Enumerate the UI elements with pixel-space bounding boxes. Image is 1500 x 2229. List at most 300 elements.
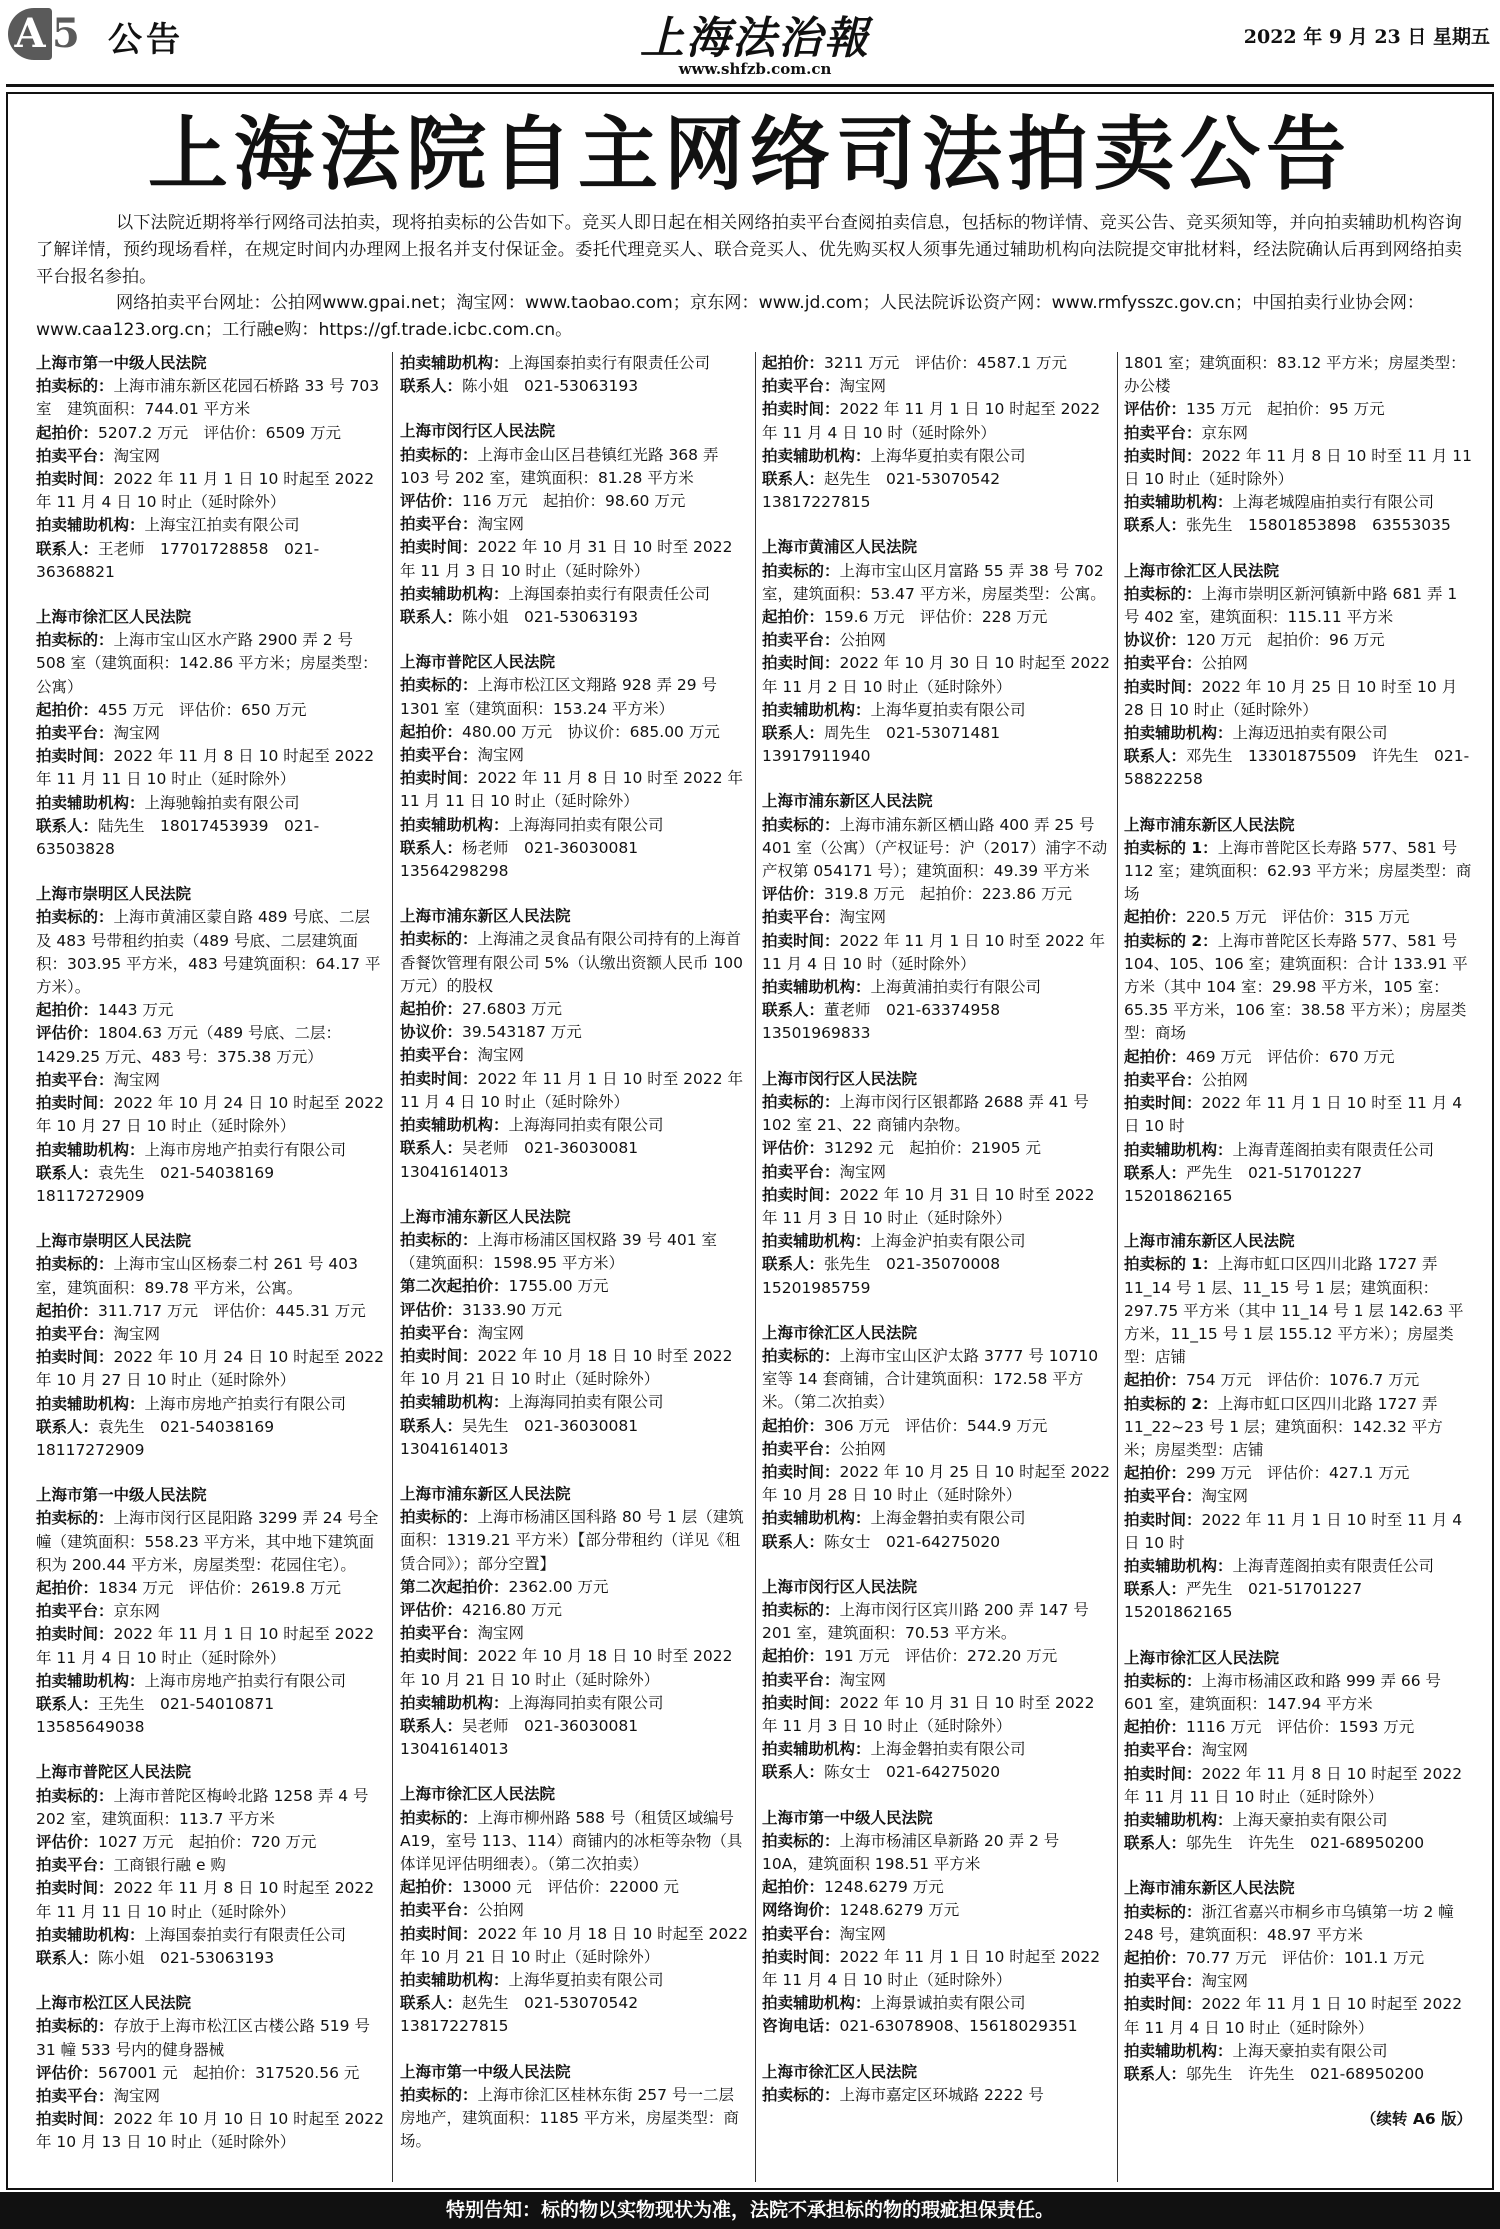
field-value: 严先生 021-51701227 15201862165	[1124, 1163, 1378, 1205]
court-name: 上海市徐汇区人民法院	[762, 1323, 918, 1342]
field-value: 袁先生 021-54038169 18117272909	[36, 1163, 290, 1205]
page-letter: A	[8, 8, 52, 60]
field-value: 赵先生 021-53070542 13817227815	[762, 470, 1016, 512]
field-value: 浙江省嘉兴市桐乡市乌镇第一坊 2 幢 248 号，建筑面积：48.97 平方米	[1124, 1902, 1454, 1944]
field-value: 工商银行融 e 购	[113, 1856, 226, 1875]
field-label: 拍卖平台：	[36, 446, 114, 465]
field-value: 公拍网	[1201, 654, 1249, 673]
field-value: 邬先生 许先生 021-68950200	[1186, 2065, 1425, 2084]
entry-line	[36, 1300, 384, 1323]
field-value: 116 万元 起拍价：98.60 万元	[462, 492, 686, 511]
court-name: 上海市黄浦区人民法院	[762, 538, 918, 557]
field-label: 联系人：	[400, 838, 463, 857]
field-value: 2022 年 11 月 8 日 10 时起至 2022 年 11 月 11 日 10 时止（延时除外）	[36, 747, 375, 789]
field-label: 起拍价：	[36, 1578, 99, 1597]
entry-line	[400, 352, 748, 375]
field-value: 1834 万元 评估价：2619.8 万元	[98, 1578, 342, 1597]
field-value: 306 万元 评估价：544.9 万元	[824, 1416, 1048, 1435]
entry-line	[400, 1299, 748, 1322]
field-label: 拍卖标的：	[36, 1509, 114, 1528]
field-value: 1248.6279 万元	[839, 1901, 960, 1920]
field-value: 淘宝网	[1201, 1741, 1249, 1760]
field-value: 上海市徐汇区桂林东街 257 号一二层房地产，建筑面积：1185 平方米，房屋类型：商场。	[400, 2085, 739, 2151]
field-label: 联系人：	[1124, 747, 1187, 766]
field-label: 拍卖时间：	[36, 1625, 114, 1644]
field-label: 联系人：	[762, 1001, 825, 1020]
field-label: 联系人：	[762, 1763, 825, 1782]
entry-line	[762, 468, 1110, 514]
field-value: 2022 年 10 月 30 日 10 时起至 2022 年 11 月 2 日 10 时止（延时除外）	[762, 654, 1110, 696]
field-label: 协议价：	[1124, 631, 1187, 650]
field-label: 联系人：	[1124, 1580, 1187, 1599]
field-label: 拍卖标的 1：	[1124, 1255, 1218, 1274]
field-value: 2022 年 10 月 18 日 10 时至 2022 年 10 月 21 日 10 时止（延时除外）	[400, 1346, 733, 1389]
field-value: 469 万元 评估价：670 万元	[1186, 1047, 1395, 1066]
entry-line	[400, 1599, 748, 1622]
entry-line	[36, 1924, 384, 1947]
field-value: 淘宝网	[1201, 1487, 1249, 1506]
entry-line	[400, 1876, 748, 1899]
field-value: 上海市金山区吕巷镇红光路 368 弄 103 号 202 室，建筑面积：81.28 平方米	[400, 445, 719, 487]
field-value: 淘宝网	[113, 446, 161, 465]
entry-line	[400, 1391, 748, 1414]
entry-line	[400, 814, 748, 837]
auction-entry	[400, 651, 748, 883]
field-value: 上海市宝山区沪太路 3777 号 10710 室等 14 套商铺，合计建筑面积：172.58 平方米。（第二次拍卖）	[762, 1346, 1099, 1412]
entry-line	[1124, 1253, 1472, 1369]
field-value: 上海迈迅拍卖有限公司	[1232, 724, 1388, 743]
field-label: 拍卖平台：	[1124, 1487, 1202, 1506]
field-label: 拍卖标的：	[400, 1508, 478, 1527]
field-value: 上海市普陀区长寿路 577、581 号 112 室；建筑面积：62.93 平方米；房屋类型：商场	[1124, 838, 1472, 904]
field-label: 拍卖平台：	[762, 1439, 840, 1458]
field-value: 上海景诚拍卖有限公司	[870, 1994, 1026, 2013]
field-label: 拍卖辅助机构：	[400, 354, 509, 372]
field-value: 淘宝网	[477, 1624, 525, 1643]
field-value: 淘宝网	[113, 1070, 161, 1089]
entry-line	[1124, 1046, 1472, 1069]
field-label: 起拍价：	[400, 1878, 463, 1897]
entry-line	[400, 606, 748, 629]
field-label: 联系人：	[1124, 2065, 1187, 2084]
entry-line	[1124, 1555, 1472, 1578]
auction-entry	[400, 905, 748, 1183]
field-label: 起拍价：	[1124, 1718, 1187, 1737]
field-value: 淘宝网	[839, 1670, 887, 1689]
field-label: 评估价：	[36, 1024, 99, 1043]
column-1	[36, 352, 384, 2177]
field-label: 起拍价：	[36, 700, 99, 719]
entry-line	[762, 1345, 1110, 1415]
field-label: 拍卖标的：	[762, 561, 840, 580]
field-label: 联系人：	[762, 470, 825, 489]
field-value: 2022 年 11 月 1 日 10 时起至 2022 年 11 月 4 日 10 时止（延时除外）	[36, 1625, 375, 1667]
website-link[interactable]: www.shfzb.com.cn	[678, 60, 832, 78]
field-value: 1027 万元 起拍价：720 万元	[98, 1832, 317, 1851]
entry-line	[36, 999, 384, 1022]
field-label: 拍卖时间：	[400, 1346, 478, 1365]
entry-line	[36, 1416, 384, 1462]
field-label: 拍卖时间：	[36, 1348, 114, 1367]
field-label: 联系人：	[1124, 516, 1187, 535]
court-name: 上海市浦东新区人民法院	[400, 1207, 571, 1226]
auction-entry	[762, 790, 1110, 1045]
entry-line	[1124, 676, 1472, 722]
field-value: 2022 年 11 月 8 日 10 时起至 2022 年 11 月 11 日 10 时止（延时除外）	[36, 1879, 375, 1921]
field-value: 2022 年 11 月 1 日 10 时至 11 月 4 日 10 时	[1124, 1094, 1463, 1136]
entry-line	[400, 536, 748, 582]
field-value: 上海市虹口区四川北路 1727 弄 11_14 号 1 层、11_15 号 1 层；建筑面积：297.75 平方米（其中 11_14 号 1 层 142.63 平方米，11_15 号 1 层 155.12 平方米）；房屋类型：店铺	[1124, 1255, 1464, 1367]
field-value: 上海市房地产拍卖行有限公司	[144, 1671, 347, 1690]
entry-line	[762, 814, 1110, 884]
entry-line	[36, 1670, 384, 1693]
field-label: 拍卖辅助机构：	[1124, 493, 1233, 512]
court-name: 上海市普陀区人民法院	[36, 1763, 192, 1782]
entry-line	[762, 1992, 1110, 2015]
field-value: 公拍网	[839, 1439, 887, 1458]
field-value: 上海金磐拍卖有限公司	[870, 1509, 1026, 1528]
entry-line	[1124, 514, 1472, 537]
field-value: 上海市宝山区杨泰二村 261 号 403 室，建筑面积：89.78 平方米，公寓。	[36, 1255, 358, 1297]
entry-line	[1124, 1369, 1472, 1392]
field-label: 拍卖平台：	[400, 1901, 478, 1920]
entry-line	[36, 1831, 384, 1854]
field-value: 上海市普陀区梅岭北路 1258 弄 4 号 202 室，建筑面积：113.7 平方米	[36, 1786, 369, 1828]
entry-line	[36, 906, 384, 999]
court-name: 上海市浦东新区人民法院	[400, 1484, 571, 1503]
field-value: 淘宝网	[839, 1924, 887, 1943]
auction-entry	[762, 2061, 1110, 2107]
auction-entry	[400, 1783, 748, 2038]
field-label: 拍卖平台：	[36, 724, 114, 743]
field-value: 上海海同拍卖有限公司	[508, 815, 664, 834]
field-value: 021-63078908、15618029351	[839, 2017, 1078, 2036]
issue-date: 2022 年 9 月 23 日 星期五	[1243, 26, 1490, 48]
entry-line	[1124, 1947, 1472, 1970]
field-value: 135 万元 起拍价：95 万元	[1186, 400, 1385, 419]
field-label: 拍卖标的：	[1124, 1902, 1202, 1921]
entry-line	[1124, 745, 1472, 791]
entry-line	[400, 1645, 748, 1691]
field-value: 上海市黄浦区蒙自路 489 号底、二层及 483 号带租约拍卖（489 号底、二层建筑面积：303.95 平方米，483 号建筑面积：64.17 平方米）。	[36, 908, 381, 997]
court-name: 上海市闵行区人民法院	[400, 422, 556, 441]
field-value: 吴先生 021-36030081 13041614013	[400, 1416, 654, 1458]
field-value: 上海海同拍卖有限公司	[508, 1393, 664, 1412]
entry-line	[1124, 1162, 1472, 1208]
field-label: 拍卖平台：	[1124, 423, 1202, 442]
field-value: 王先生 021-54010871 13585649038	[36, 1694, 290, 1737]
field-label: 拍卖标的：	[1124, 1671, 1202, 1690]
entry-line	[36, 1947, 384, 1970]
court-name: 上海市松江区人民法院	[36, 1994, 192, 2013]
field-label: 拍卖平台：	[762, 631, 840, 650]
field-label: 评估价：	[36, 2063, 99, 2082]
field-value: 上海天豪拍卖有限公司	[1232, 1810, 1388, 1829]
field-value: 2022 年 11 月 1 日 10 时起至 2022 年 11 月 4 日 10 时止（延时除外）	[36, 470, 375, 512]
entry-line	[762, 1253, 1110, 1299]
entry-line	[762, 1091, 1110, 1137]
field-label: 拍卖平台：	[400, 515, 478, 534]
field-label: 联系人：	[1124, 1163, 1187, 1182]
field-label: 拍卖时间：	[400, 1647, 478, 1666]
entry-line	[400, 1322, 748, 1345]
field-label: 起拍价：	[762, 1878, 825, 1897]
field-label: 拍卖平台：	[1124, 1972, 1202, 1991]
court-name: 上海市第一中级人民法院	[400, 2062, 571, 2081]
auction-entry	[36, 1230, 384, 1462]
entry-line	[762, 722, 1110, 768]
field-label: 联系人：	[762, 1532, 825, 1551]
entry-line	[762, 1830, 1110, 1876]
field-value: 公拍网	[839, 631, 887, 650]
field-value: 上海市虹口区四川北路 1727 弄 11_22~23 号 1 层；建筑面积：142.32 平方米；房屋类型：店铺	[1124, 1394, 1443, 1459]
field-value: 上海天豪拍卖有限公司	[1232, 2041, 1388, 2060]
auction-entry	[36, 1761, 384, 1970]
field-label: 拍卖辅助机构：	[36, 1671, 145, 1690]
entry-line	[1124, 629, 1472, 652]
entry-line	[762, 560, 1110, 606]
field-label: 联系人：	[400, 1139, 463, 1158]
field-label: 拍卖平台：	[762, 1670, 840, 1689]
field-label: 拍卖时间：	[762, 1462, 840, 1481]
field-label: 拍卖辅助机构：	[762, 1232, 871, 1251]
field-label: 拍卖时间：	[36, 747, 114, 766]
field-value: 754 万元 评估价：1076.7 万元	[1186, 1371, 1420, 1390]
entry-line	[36, 538, 384, 584]
entry-line	[1124, 1509, 1472, 1555]
entry-line	[762, 1531, 1110, 1554]
auction-entry	[1124, 560, 1472, 792]
field-value: 2022 年 10 月 24 日 10 时起至 2022 年 10 月 27 日 10 时止（延时除外）	[36, 1094, 384, 1136]
entry-line	[36, 1877, 384, 1923]
field-label: 拍卖辅助机构：	[400, 1971, 509, 1989]
entry-line	[762, 375, 1110, 398]
field-label: 拍卖辅助机构：	[36, 516, 145, 535]
entry-line	[1124, 422, 1472, 445]
field-value: 39.543187 万元	[462, 1023, 582, 1042]
entry-line	[762, 652, 1110, 698]
field-label: 拍卖标的：	[36, 908, 114, 927]
field-label: 拍卖时间：	[1124, 1094, 1202, 1113]
entry-line	[762, 1692, 1110, 1738]
field-label: 拍卖辅助机构：	[762, 1994, 871, 2013]
field-value: 上海金沪拍卖有限公司	[870, 1232, 1026, 1251]
field-value: 上海市松江区文翔路 928 弄 29 号 1301 室（建筑面积：153.24 平方米）	[400, 676, 718, 718]
field-value: 上海市宝山区月富路 55 弄 38 号 702 室，建筑面积：53.47 平方米，房屋类型：公寓。	[762, 561, 1106, 603]
field-label: 拍卖时间：	[36, 2110, 114, 2129]
entry-line	[400, 490, 748, 513]
entry-line	[762, 1645, 1110, 1668]
platforms-paragraph: 网络拍卖平台网址：公拍网www.gpai.net；淘宝网：www.taobao.com；京东网：www.jd.com；人民法院诉讼资产网：www.rmfysszc.gov.cn；中国拍卖行业协会网：www.caa123.org.cn；工行融e购：https://gf.trade.icbc.com.cn。	[36, 293, 1425, 340]
field-label: 拍卖标的 2：	[1124, 931, 1218, 950]
entry-line	[762, 1507, 1110, 1530]
field-label: 拍卖辅助机构：	[1124, 2041, 1233, 2060]
field-value: 27.6803 万元	[462, 1000, 563, 1019]
field-value: 淘宝网	[1201, 1972, 1249, 1991]
entry-line	[36, 745, 384, 791]
entry-line	[1124, 1670, 1472, 1716]
court-name: 上海市徐汇区人民法院	[400, 1785, 556, 1804]
field-value: 上海市闵行区昆阳路 3299 弄 24 号全幢（建筑面积：558.23 平方米，其中地下建筑面积为 200.44 平方米，房屋类型：花园住宅）。	[36, 1509, 379, 1574]
entry-line	[400, 837, 748, 883]
auction-entry	[400, 1206, 748, 1461]
field-label: 联系人：	[400, 1716, 463, 1735]
column-3	[762, 352, 1110, 2129]
field-label: 拍卖时间：	[400, 538, 478, 557]
entry-line	[762, 2084, 1110, 2107]
column-4	[1124, 352, 1472, 2131]
entry-line	[36, 2085, 384, 2108]
field-label: 拍卖标的 1：	[1124, 838, 1218, 857]
entry-line	[400, 928, 748, 998]
entry-line	[762, 1876, 1110, 1899]
column-divider	[392, 352, 393, 2182]
field-value: 袁先生 021-54038169 18117272909	[36, 1417, 290, 1459]
auction-entry	[36, 352, 384, 584]
field-value: 陆先生 18017453939 021-63503828	[36, 816, 320, 859]
field-value: 480.00 万元 协议价：685.00 万元	[462, 722, 720, 741]
field-label: 起拍价：	[36, 1301, 99, 1320]
field-value: 上海市杨浦区国科路 80 号 1 层（建筑面积：1319.21 平方米）【部分带租约（详见《租赁合同》）；部分空置】	[400, 1508, 744, 1573]
field-label: 拍卖标的：	[400, 2085, 478, 2104]
entry-line	[1124, 906, 1472, 929]
entry-line	[400, 2084, 748, 2154]
entry-line	[1124, 398, 1472, 421]
field-value: 2022 年 10 月 31 日 10 时至 2022 年 11 月 3 日 10 时止（延时除外）	[762, 1185, 1095, 1227]
entry-line	[762, 1438, 1110, 1461]
field-label: 拍卖平台：	[1124, 654, 1202, 673]
field-value: 2022 年 11 月 8 日 10 时至 11 月 11 日 10 时止（延时除外）	[1124, 446, 1472, 489]
field-label: 起拍价：	[1124, 1949, 1187, 1967]
auction-entry	[762, 536, 1110, 768]
field-value: 上海宝江拍卖有限公司	[144, 516, 300, 535]
entry-line	[400, 1275, 748, 1298]
field-value: 455 万元 评估价：650 万元	[98, 700, 307, 719]
entry-line	[36, 1346, 384, 1392]
field-value: 5207.2 万元 评估价：6509 万元	[98, 423, 342, 442]
entry-line	[36, 1623, 384, 1669]
entry-line	[1124, 2063, 1472, 2086]
field-value: 存放于上海市松江区古楼公路 519 号 31 幢 533 号内的健身器械	[36, 2017, 370, 2059]
auction-entry	[400, 352, 748, 398]
field-label: 拍卖辅助机构：	[762, 1740, 871, 1759]
field-label: 评估价：	[400, 492, 463, 511]
entry-line	[400, 1044, 748, 1067]
field-label: 拍卖标的：	[400, 1230, 478, 1249]
field-label: 协议价：	[400, 1023, 463, 1042]
field-label: 拍卖平台：	[36, 1602, 114, 1621]
field-label: 联系人：	[400, 608, 463, 627]
field-value: 上海市嘉定区环城路 2222 号	[839, 2085, 1044, 2104]
entry-line	[400, 767, 748, 813]
field-label: 拍卖辅助机构：	[762, 700, 871, 719]
field-label: 拍卖辅助机构：	[36, 793, 145, 812]
entry-line	[36, 1854, 384, 1877]
field-label: 联系人：	[36, 1694, 99, 1713]
field-label: 联系人：	[762, 724, 825, 743]
entry-line	[36, 1507, 384, 1577]
entry-line	[762, 398, 1110, 444]
field-value: 120 万元 起拍价：96 万元	[1186, 631, 1385, 650]
court-name: 上海市第一中级人民法院	[762, 1808, 933, 1827]
field-value: 淘宝网	[839, 908, 887, 927]
field-label: 拍卖辅助机构：	[400, 584, 509, 603]
field-value: 上海青莲阁拍卖有限责任公司	[1232, 1140, 1435, 1159]
entry-line	[1124, 1462, 1472, 1485]
entry-line	[1124, 1739, 1472, 1762]
field-label: 起拍价：	[762, 1416, 825, 1435]
field-label: 拍卖标的：	[400, 445, 478, 464]
entry-line	[1124, 1716, 1472, 1739]
entry-line	[400, 1992, 748, 2038]
field-value: 1755.00 万元	[508, 1277, 609, 1296]
field-value: 淘宝网	[477, 746, 525, 765]
field-label: 评估价：	[762, 885, 825, 904]
entry-line	[1124, 1970, 1472, 1993]
auction-entry	[36, 883, 384, 1208]
field-label: 拍卖时间：	[762, 931, 840, 950]
auction-entry	[36, 1992, 384, 2154]
field-value: 2022 年 10 月 24 日 10 时起至 2022 年 10 月 27 日 10 时止（延时除外）	[36, 1348, 384, 1390]
continued-note: （续转 A6 版）	[1360, 2110, 1472, 2129]
column-divider	[755, 352, 756, 2182]
field-label: 拍卖辅助机构：	[36, 1394, 145, 1413]
field-value: 2362.00 万元	[508, 1577, 609, 1596]
field-value: 吴老师 021-36030081 13041614013	[400, 1716, 654, 1759]
field-value: 220.5 万元 评估价：315 万元	[1186, 908, 1410, 927]
entry-line	[36, 722, 384, 745]
field-value: 299 万元 评估价：427.1 万元	[1186, 1464, 1410, 1483]
field-label: 联系人：	[36, 1949, 99, 1967]
entry-line	[36, 2062, 384, 2085]
field-label: 评估价：	[762, 1139, 825, 1158]
auction-entry	[1124, 1230, 1472, 1624]
field-value: 邓先生 13301875509 许先生 021-58822258	[1124, 747, 1470, 789]
court-name: 上海市徐汇区人民法院	[762, 2062, 918, 2081]
field-value: 2022 年 11 月 1 日 10 时起至 2022 年 11 月 4 日 10 时（延时除外）	[762, 400, 1101, 442]
auction-entry	[1124, 1877, 1472, 2086]
field-label: 网络询价：	[762, 1901, 840, 1920]
field-value: 2022 年 10 月 31 日 10 时至 2022 年 11 月 3 日 10 时止（延时除外）	[762, 1693, 1095, 1735]
column-2	[400, 352, 748, 2175]
entry-line	[36, 1253, 384, 1299]
field-label: 拍卖辅助机构：	[36, 1925, 145, 1944]
field-label: 拍卖标的：	[36, 377, 114, 396]
entry-line	[1124, 1139, 1472, 1162]
field-label: 拍卖平台：	[400, 1624, 478, 1643]
field-value: 2022 年 11 月 1 日 10 时起至 2022 年 11 月 4 日 10 时止（延时除外）	[1124, 1995, 1463, 2037]
field-label: 拍卖辅助机构：	[400, 815, 509, 834]
entry-line	[400, 444, 748, 490]
entry-line	[36, 1022, 384, 1068]
entry-line	[400, 1021, 748, 1044]
entry-line	[36, 1785, 384, 1831]
field-value: 2022 年 10 月 18 日 10 时起至 2022 年 10 月 21 日 10 时止（延时除外）	[400, 1924, 748, 1966]
field-label: 联系人：	[36, 1417, 99, 1436]
field-value: 淘宝网	[839, 1162, 887, 1181]
field-label: 拍卖平台：	[36, 1070, 114, 1089]
field-value: 上海市柳州路 588 号（租赁区域编号 A19，室号 113、114）商铺内的冰柜等杂物（具体详见评估明细表）。（第二次拍卖）	[400, 1808, 743, 1873]
entry-line	[36, 514, 384, 537]
entry-line	[36, 422, 384, 445]
field-value: 邬先生 许先生 021-68950200	[1186, 1834, 1425, 1853]
entry-line	[1124, 1485, 1472, 1508]
entry-line	[36, 1069, 384, 1092]
field-label: 联系人：	[400, 1994, 463, 2013]
entry-line	[762, 1738, 1110, 1761]
field-label: 起拍价：	[762, 608, 825, 627]
field-label: 拍卖平台：	[762, 1162, 840, 1181]
